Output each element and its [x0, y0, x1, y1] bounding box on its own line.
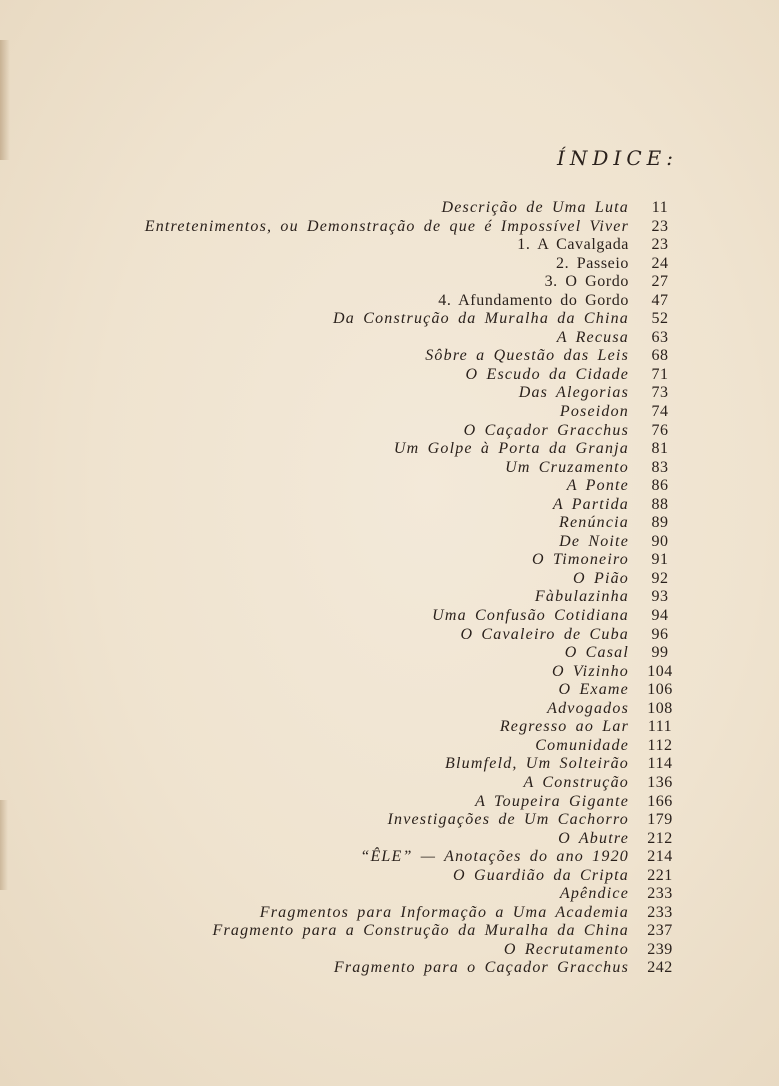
toc-entry-page-number: 114 — [647, 755, 673, 773]
toc-entry — [0, 440, 779, 459]
toc-entry-title: O Caçador Gracchus — [463, 421, 629, 439]
toc-entry-page-number: 94 — [651, 607, 669, 625]
toc-entry-page-number: 212 — [647, 829, 673, 847]
toc-entry — [0, 663, 779, 682]
toc-entry-page-number: 88 — [651, 495, 669, 513]
toc-entry-title: De Noite — [559, 532, 629, 550]
toc-entry-title: O Escudo da Cidade — [465, 365, 629, 383]
toc-entry — [0, 384, 779, 403]
toc-entry-title: Renúncia — [558, 514, 629, 532]
toc-entry-title: Das Alegorias — [518, 384, 629, 402]
toc-entry — [0, 774, 779, 793]
toc-entry — [0, 310, 779, 329]
toc-entry-page-number: 23 — [651, 236, 669, 254]
toc-entry-page-number: 233 — [647, 903, 673, 921]
toc-entry-page-number: 221 — [647, 866, 673, 884]
page-edge-shadow — [0, 40, 10, 160]
toc-entry — [0, 811, 779, 830]
toc-entry-page-number: 99 — [651, 644, 669, 662]
toc-entry-title: O Cavaleiro de Cuba — [460, 625, 629, 643]
toc-entry — [0, 292, 779, 311]
toc-entry — [0, 403, 779, 422]
toc-entry-title: Comunidade — [535, 736, 629, 754]
toc-entry-title: 3. O Gordo — [544, 273, 629, 291]
toc-entry-page-number: 112 — [647, 736, 673, 754]
toc-entry — [0, 885, 779, 904]
toc-entry-page-number: 76 — [651, 421, 669, 439]
toc-entry-page-number: 47 — [651, 291, 669, 309]
toc-entry-page-number: 242 — [647, 959, 673, 977]
toc-entry — [0, 496, 779, 515]
toc-entry-page-number: 92 — [651, 569, 669, 587]
toc-entry — [0, 533, 779, 552]
page-heading: ÍNDICE: — [557, 146, 678, 170]
toc-entry-title: Um Cruzamento — [505, 458, 629, 476]
toc-entry-title: Sôbre a Questão das Leis — [425, 347, 629, 365]
toc-entry-title: Da Construção da Muralha da China — [333, 310, 629, 328]
toc-entry-page-number: 74 — [651, 403, 669, 421]
toc-entry-title: Fragmento para o Caçador Gracchus — [333, 959, 629, 977]
toc-entry-page-number: 73 — [651, 384, 669, 402]
toc-entry-page-number: 93 — [651, 588, 669, 606]
toc-entry — [0, 718, 779, 737]
toc-entry — [0, 941, 779, 960]
toc-entry-page-number: 108 — [647, 699, 673, 717]
toc-entry-page-number: 83 — [651, 458, 669, 476]
toc-entry-title: Investigações de Um Cachorro — [387, 811, 629, 829]
toc-entry-title: O Guardião da Cripta — [453, 866, 629, 884]
toc-entry-page-number: 81 — [651, 440, 669, 458]
toc-entry-page-number: 68 — [651, 347, 669, 365]
toc-entry-title: O Pião — [573, 569, 629, 587]
toc-entry-title: Regresso ao Lar — [499, 718, 629, 736]
toc-entry — [0, 959, 779, 978]
toc-entry-title: O Exame — [558, 681, 629, 699]
toc-entry — [0, 922, 779, 941]
toc-entry-page-number: 104 — [647, 662, 673, 680]
toc-entry-title: Blumfeld, Um Solteirão — [445, 755, 629, 773]
toc-entry-title: O Vizinho — [551, 662, 629, 680]
toc-entry-title: Fragmentos para Informação a Uma Academia — [259, 903, 629, 921]
toc-entry-page-number: 89 — [651, 514, 669, 532]
toc-entry-page-number: 179 — [647, 811, 673, 829]
toc-entry-page-number: 11 — [651, 199, 669, 216]
toc-entry — [0, 199, 779, 218]
toc-entry — [0, 551, 779, 570]
toc-entry-page-number: 86 — [651, 477, 669, 495]
toc-entry — [0, 477, 779, 496]
toc-entry-title: A Ponte — [566, 477, 629, 495]
toc-entry-page-number: 237 — [647, 922, 673, 940]
toc-entry-title: “ÊLE” — Anotações do ano 1920 — [360, 848, 629, 866]
toc-entry-title: A Toupeira Gigante — [475, 792, 629, 810]
toc-entry-title: O Casal — [564, 644, 629, 662]
toc-entry-title: O Recrutamento — [503, 940, 629, 958]
toc-entry-title: A Recusa — [556, 328, 629, 346]
toc-entry-page-number: 24 — [651, 254, 669, 272]
toc-entry — [0, 347, 779, 366]
toc-entry — [0, 329, 779, 348]
toc-entry-title: Fàbulazinha — [534, 588, 629, 606]
toc-entry — [0, 644, 779, 663]
toc-entry-title: Descrição de Uma Luta — [441, 199, 629, 216]
toc-entry-title: O Timoneiro — [532, 551, 629, 569]
toc-entry — [0, 626, 779, 645]
toc-entry-title: Entretenimentos, ou Demonstração de que é Impossível Viver — [144, 217, 629, 235]
toc-entry-title: O Abutre — [558, 829, 629, 847]
toc-entry-page-number: 96 — [651, 625, 669, 643]
toc-entry-page-number: 52 — [651, 310, 669, 328]
toc-entry-title: Apêndice — [559, 885, 629, 903]
toc-entry-page-number: 111 — [647, 718, 673, 736]
toc-entry — [0, 273, 779, 292]
toc-entry-title: Fragmento para a Construção da Muralha da China — [212, 922, 629, 940]
toc-entry-page-number: 27 — [651, 273, 669, 291]
toc-entry — [0, 570, 779, 589]
toc-entry-page-number: 23 — [651, 217, 669, 235]
toc-entry — [0, 255, 779, 274]
toc-entry — [0, 588, 779, 607]
toc-entry-title: 4. Afundamento do Gordo — [438, 291, 629, 309]
toc-entry — [0, 700, 779, 719]
toc-entry-title: 1. A Cavalgada — [517, 236, 629, 254]
toc-entry-page-number: 91 — [651, 551, 669, 569]
toc-entry — [0, 848, 779, 867]
toc-entry — [0, 459, 779, 478]
toc-entry-page-number: 233 — [647, 885, 673, 903]
toc-entry-page-number: 63 — [651, 328, 669, 346]
toc-entry — [0, 514, 779, 533]
toc-entry — [0, 366, 779, 385]
toc-entry — [0, 793, 779, 812]
toc-entry-title: Uma Confusão Cotidiana — [432, 607, 629, 625]
toc-entry — [0, 755, 779, 774]
toc-entry — [0, 236, 779, 255]
toc-entry — [0, 607, 779, 626]
toc-entry-page-number: 71 — [651, 365, 669, 383]
toc-entry-title: 2. Passeio — [556, 254, 629, 272]
toc-entry — [0, 737, 779, 756]
toc-entry — [0, 422, 779, 441]
toc-entry-page-number: 106 — [647, 681, 673, 699]
toc-entry-title: Um Golpe à Porta da Granja — [393, 440, 629, 458]
toc-entry — [0, 830, 779, 849]
toc-entry-page-number: 239 — [647, 940, 673, 958]
toc-entry — [0, 904, 779, 923]
toc-entry-title: Advogados — [547, 699, 629, 717]
toc-entry-page-number: 90 — [651, 532, 669, 550]
toc-entry — [0, 218, 779, 237]
toc-entry-title: A Construção — [523, 773, 629, 791]
toc-entry — [0, 867, 779, 886]
toc-entry-page-number: 136 — [647, 773, 673, 791]
table-of-contents — [0, 199, 779, 978]
toc-entry-page-number: 166 — [647, 792, 673, 810]
toc-entry-title: A Partida — [552, 495, 629, 513]
toc-entry — [0, 681, 779, 700]
toc-entry-page-number: 214 — [647, 848, 673, 866]
toc-entry-title: Poseidon — [559, 403, 629, 421]
